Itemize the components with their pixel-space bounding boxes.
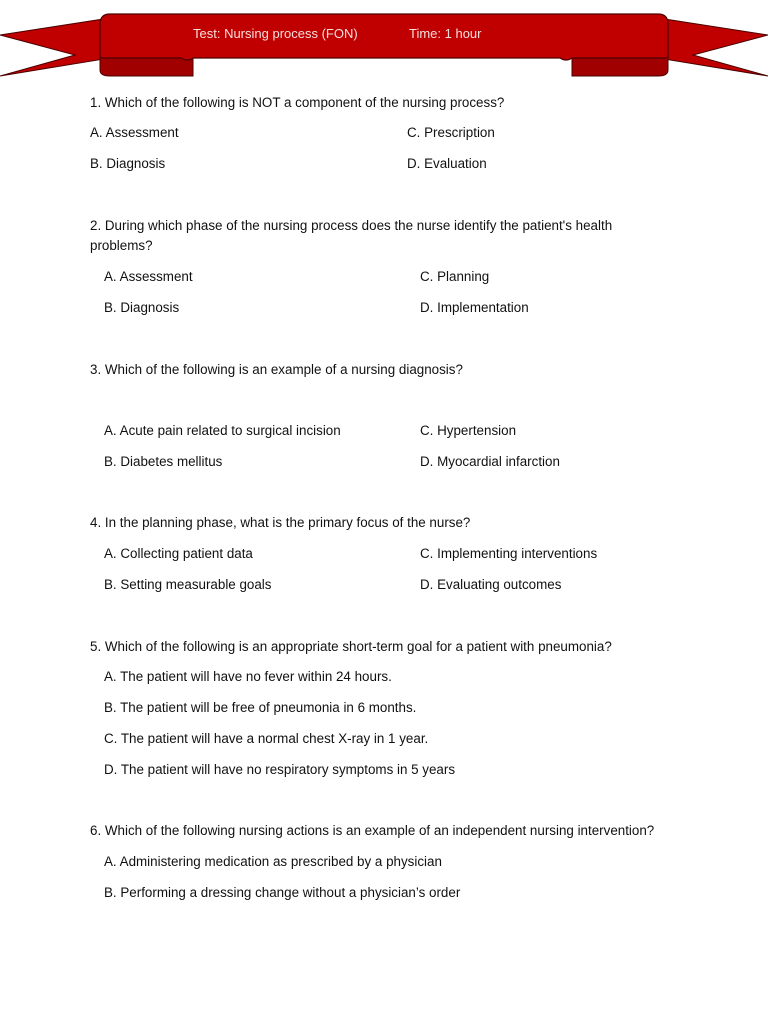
- q2-option-d[interactable]: D. Implementation: [420, 300, 529, 315]
- q5-option-b[interactable]: B. The patient will be free of pneumonia in 6 months.: [104, 700, 417, 715]
- question-1: 1. Which of the following is NOT a component of the nursing process?: [90, 95, 505, 110]
- q3-option-b[interactable]: B. Diabetes mellitus: [104, 454, 223, 469]
- question-5: 5. Which of the following is an appropriate short-term goal for a patient with pneumonia?: [90, 639, 612, 654]
- q2-option-a[interactable]: A. Assessment: [104, 269, 193, 284]
- question-3: 3. Which of the following is an example of a nursing diagnosis?: [90, 362, 463, 377]
- q4-option-a[interactable]: A. Collecting patient data: [104, 546, 253, 561]
- q3-option-d[interactable]: D. Myocardial infarction: [420, 454, 560, 469]
- q5-option-a[interactable]: A. The patient will have no fever within 24 hours.: [104, 669, 392, 684]
- ribbon-banner-graphic: [0, 0, 768, 90]
- question-4: 4. In the planning phase, what is the primary focus of the nurse?: [90, 515, 471, 530]
- q6-option-a[interactable]: A. Administering medication as prescribed by a physician: [104, 854, 442, 869]
- q5-option-d[interactable]: D. The patient will have no respiratory symptoms in 5 years: [104, 762, 456, 777]
- q3-option-c[interactable]: C. Hypertension: [420, 423, 517, 438]
- test-title: Test: Nursing process (FON): [193, 26, 358, 41]
- q2-option-c[interactable]: C. Planning: [420, 269, 490, 284]
- q4-option-b[interactable]: B. Setting measurable goals: [104, 577, 272, 592]
- q3-option-a[interactable]: A. Acute pain related to surgical incision: [104, 423, 341, 438]
- q5-option-c[interactable]: C. The patient will have a normal chest X-ray in 1 year.: [104, 731, 429, 746]
- q2-option-b[interactable]: B. Diagnosis: [104, 300, 180, 315]
- q1-option-c[interactable]: C. Prescription: [407, 125, 495, 140]
- question-6: 6. Which of the following nursing actions is an example of an independent nursing intervention?: [90, 823, 655, 838]
- test-time: Time: 1 hour: [409, 26, 482, 41]
- header-banner: [0, 0, 768, 90]
- q1-option-d[interactable]: D. Evaluation: [407, 156, 487, 171]
- q1-option-a[interactable]: A. Assessment: [90, 125, 179, 140]
- q6-option-b[interactable]: B. Performing a dressing change without a physician’s order: [104, 885, 461, 900]
- question-2: 2. During which phase of the nursing process does the nurse identify the patient's health problems?: [90, 218, 613, 253]
- q4-option-d[interactable]: D. Evaluating outcomes: [420, 577, 562, 592]
- q4-option-c[interactable]: C. Implementing interventions: [420, 546, 598, 561]
- q1-option-b[interactable]: B. Diagnosis: [90, 156, 166, 171]
